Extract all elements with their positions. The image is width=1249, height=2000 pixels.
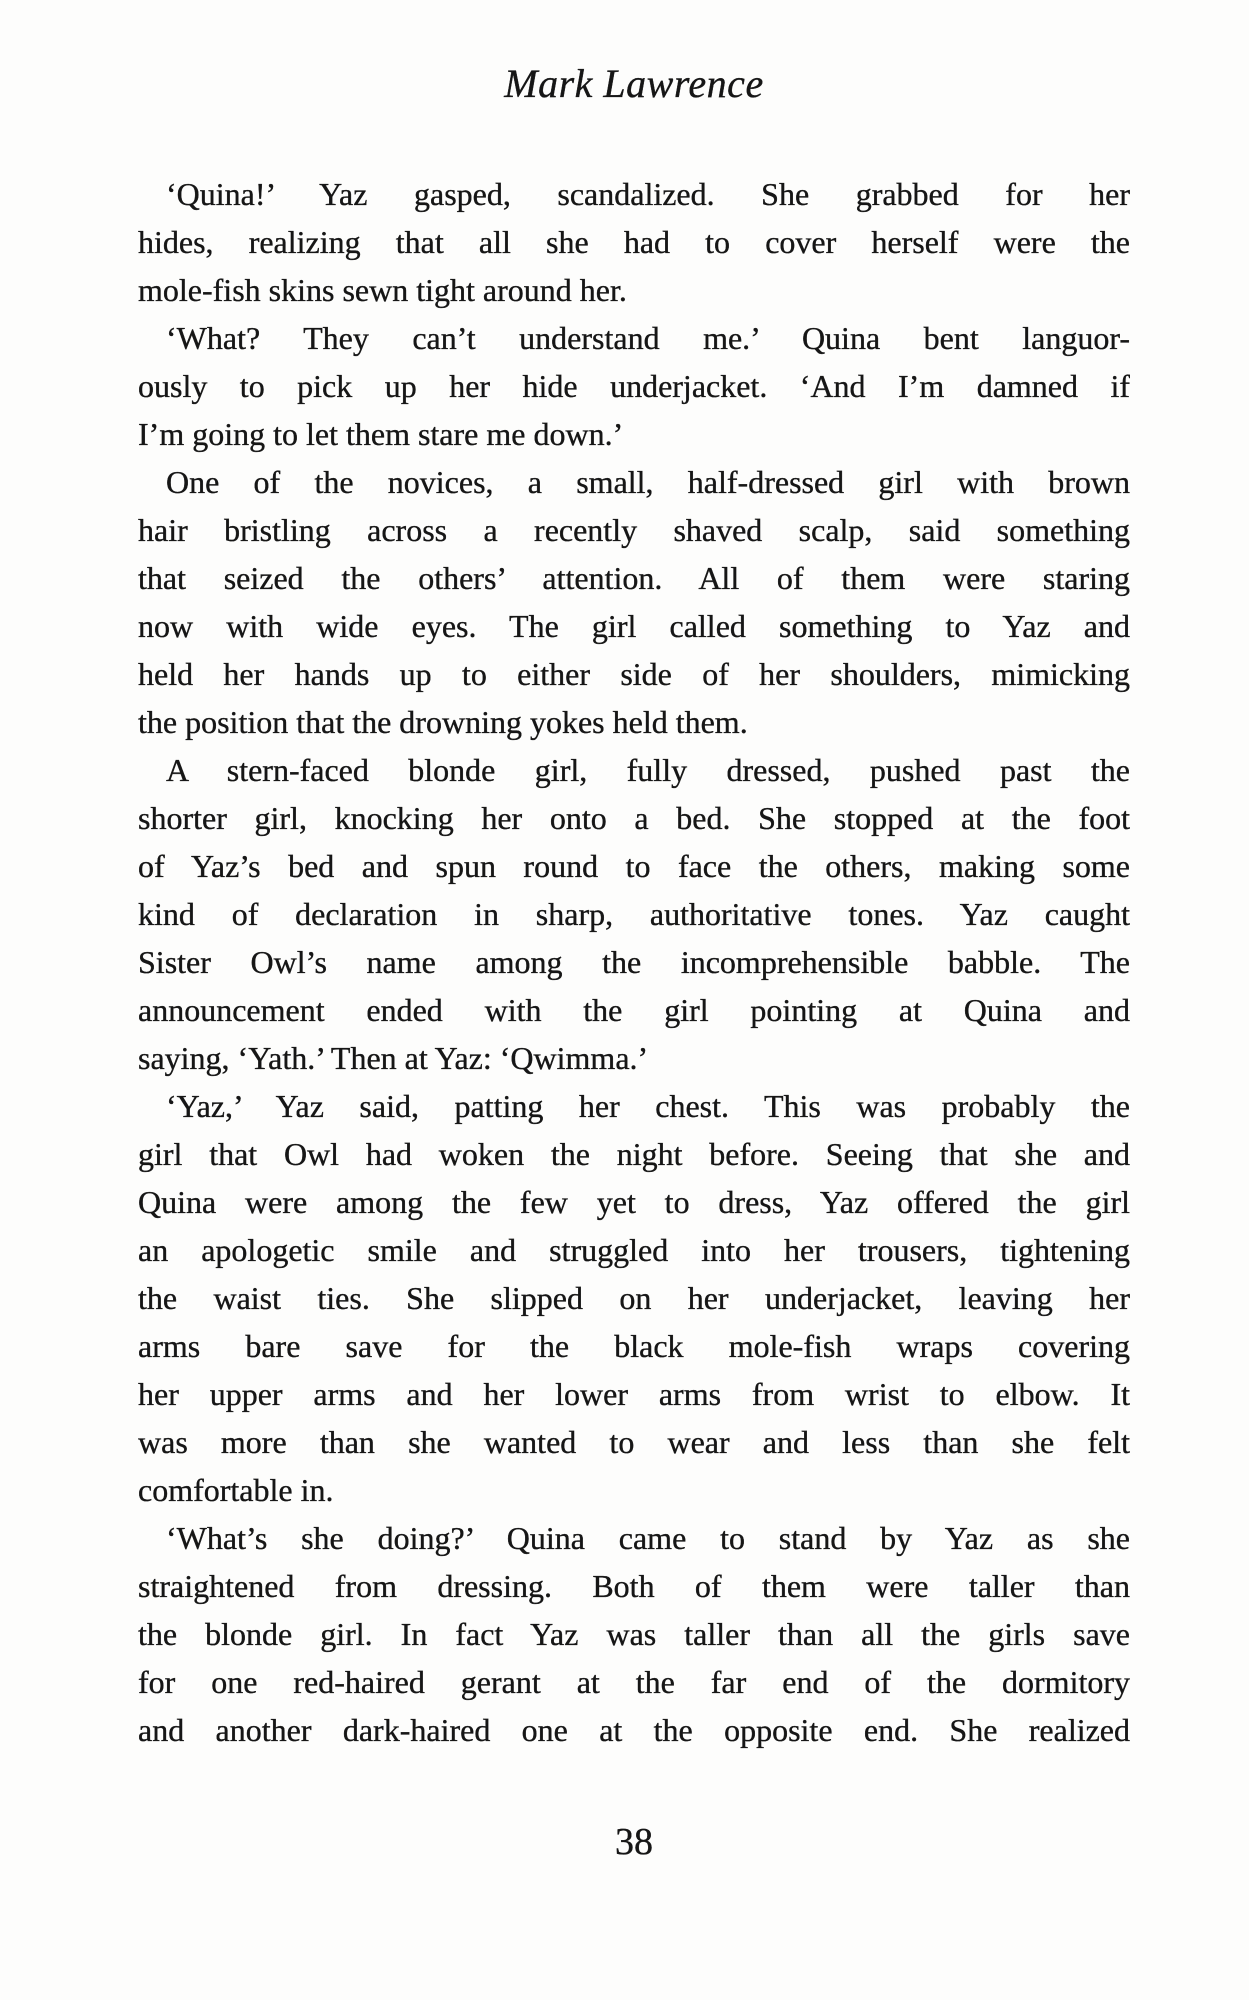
body-text <box>138 170 1130 1754</box>
paragraph <box>138 314 1130 458</box>
paragraph <box>138 170 1130 314</box>
text-line: now with wide eyes. The girl called something to Yaz and <box>138 608 1130 644</box>
page-number: 38 <box>615 1821 653 1863</box>
text-line: announcement ended with the girl pointing at Quina and <box>138 992 1130 1028</box>
text-line: shorter girl, knocking her onto a bed. She stopped at the foot <box>138 800 1130 836</box>
text-line: an apologetic smile and struggled into her trousers, tightening <box>138 1232 1130 1268</box>
text-line: I’m going to let them stare me down.’ <box>138 416 624 452</box>
text-line: that seized the others’ attention. All of them were staring <box>138 560 1130 596</box>
text-line: hides, realizing that all she had to cover herself were the <box>138 224 1130 260</box>
text-line: A stern-faced blonde girl, fully dressed, pushed past the <box>166 752 1130 788</box>
paragraph <box>138 1514 1130 1754</box>
text-line: arms bare save for the black mole-fish wraps covering <box>138 1328 1130 1364</box>
text-line: Sister Owl’s name among the incomprehensible babble. The <box>138 944 1130 980</box>
text-line: saying, ‘Yath.’ Then at Yaz: ‘Qwimma.’ <box>138 1040 649 1076</box>
text-line: mole-fish skins sewn tight around her. <box>138 272 627 308</box>
text-line: kind of declaration in sharp, authoritative tones. Yaz caught <box>138 896 1130 932</box>
text-line: the waist ties. She slipped on her underjacket, leaving her <box>138 1280 1130 1316</box>
paragraph <box>138 458 1130 746</box>
text-line: ‘Quina!’ Yaz gasped, scandalized. She grabbed for her <box>166 176 1130 212</box>
running-header: Mark Lawrence <box>504 61 764 106</box>
text-line: ‘What’s she doing?’ Quina came to stand by Yaz as she <box>166 1520 1130 1556</box>
text-line: the position that the drowning yokes held them. <box>138 704 748 740</box>
text-line: of Yaz’s bed and spun round to face the others, making some <box>138 848 1130 884</box>
paragraph <box>138 1082 1130 1514</box>
text-line: One of the novices, a small, half-dressed girl with brown <box>166 464 1130 500</box>
text-line: ‘What? They can’t understand me.’ Quina bent languor- <box>166 320 1130 356</box>
text-line: ously to pick up her hide underjacket. ‘And I’m damned if <box>138 368 1130 404</box>
text-line: and another dark-haired one at the opposite end. She realized <box>138 1712 1130 1748</box>
text-line: her upper arms and her lower arms from wrist to elbow. It <box>138 1376 1130 1412</box>
text-line: ‘Yaz,’ Yaz said, patting her chest. This was probably the <box>166 1088 1130 1124</box>
paragraph <box>138 746 1130 1082</box>
text-line: for one red-haired gerant at the far end of the dormitory <box>138 1664 1130 1700</box>
text-line: girl that Owl had woken the night before. Seeing that she and <box>138 1136 1130 1172</box>
text-line: was more than she wanted to wear and less than she felt <box>138 1424 1130 1460</box>
text-line: the blonde girl. In fact Yaz was taller than all the girls save <box>138 1616 1130 1652</box>
text-line: straightened from dressing. Both of them were taller than <box>138 1568 1130 1604</box>
text-line: comfortable in. <box>138 1472 334 1508</box>
text-line: Quina were among the few yet to dress, Yaz offered the girl <box>138 1184 1130 1220</box>
text-line: hair bristling across a recently shaved scalp, said something <box>138 512 1130 548</box>
text-line: held her hands up to either side of her shoulders, mimicking <box>138 656 1130 692</box>
